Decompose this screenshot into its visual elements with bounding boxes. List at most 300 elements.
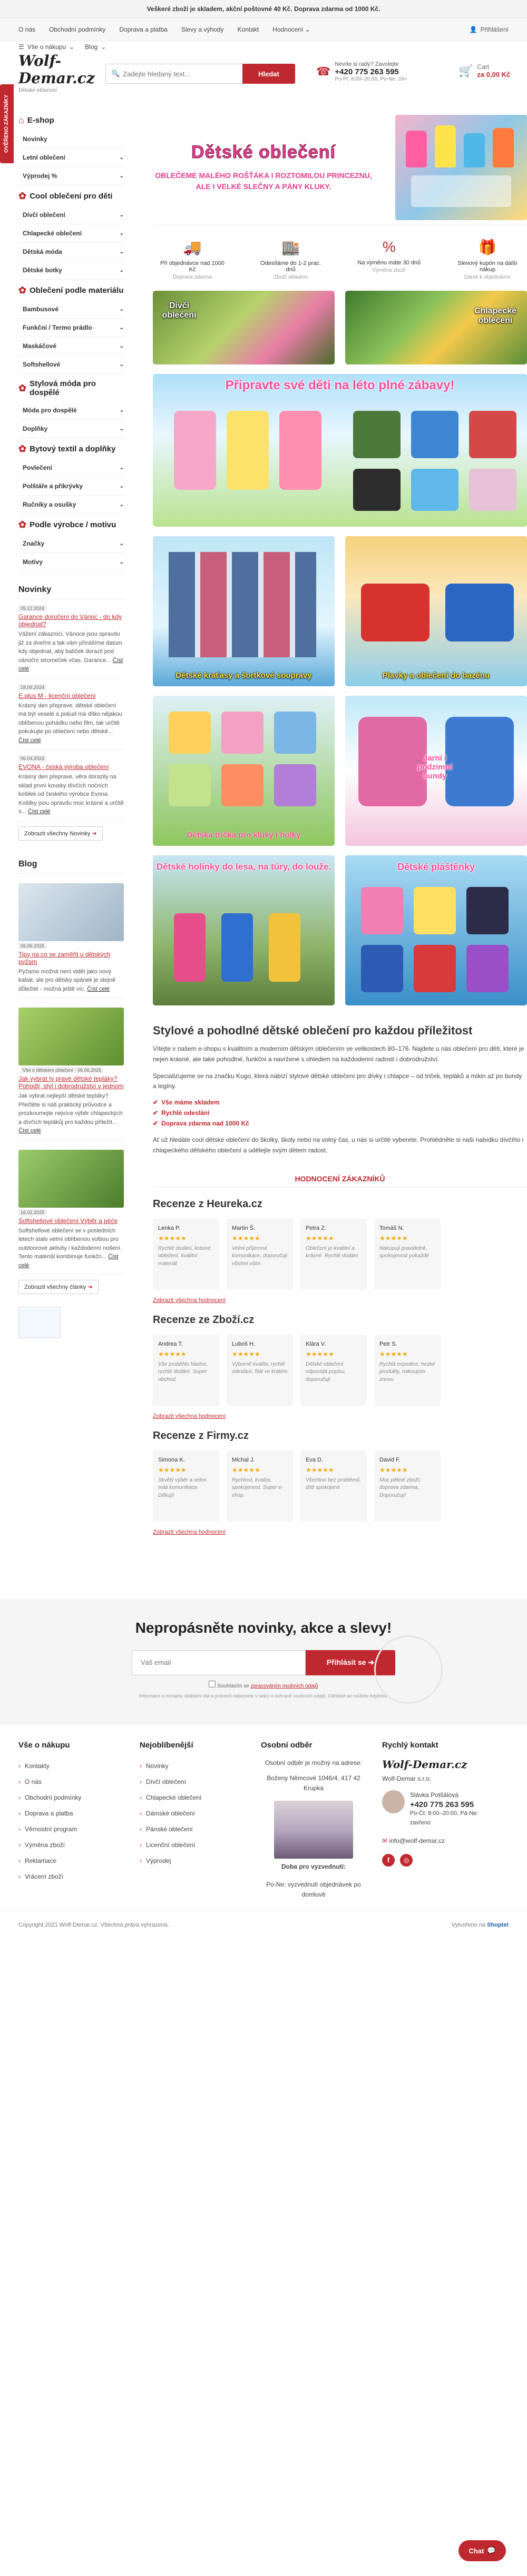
sidebar-item[interactable]: [18, 261, 124, 280]
cart-button[interactable]: [458, 63, 510, 78]
news-date: 18.06.2024: [18, 684, 46, 690]
footer-email[interactable]: [382, 1836, 498, 1846]
sidebar-item-label: Softshellové: [23, 361, 61, 368]
hero-banner[interactable]: [153, 110, 527, 225]
news-excerpt: [18, 1092, 124, 1136]
footer-link[interactable]: › Kontakty: [18, 1758, 124, 1774]
rating-stars: ★★★★★: [379, 1350, 408, 1358]
reviews-heading: HODNOCENÍ ZÁKAZNÍKŮ: [153, 1175, 527, 1188]
news-date: 06.04.2023: [18, 755, 46, 762]
sidebar-item-label: Móda pro dospělé: [23, 407, 77, 414]
benefit-item: [355, 239, 423, 280]
cart-label: Cart: [477, 63, 490, 71]
news-date: 06.06.2025: [18, 943, 46, 949]
reviewer-name: Klára V.: [306, 1340, 326, 1347]
sidebar-section-maker[interactable]: [18, 514, 124, 535]
read-more-link[interactable]: Číst celé: [87, 985, 110, 992]
shop-icon: 🏬: [281, 239, 300, 255]
nav-link-about[interactable]: O nás: [18, 25, 36, 33]
rating-stars: ★★★★★: [306, 1350, 334, 1358]
tile-summer[interactable]: [153, 374, 527, 527]
check-icon: ✔: [153, 1109, 159, 1117]
chevron-down-icon: ⌄: [119, 324, 124, 331]
news-title-link[interactable]: Jak vybrat ty pravé dětské tepláky? Pohodlí, styl i dobrodružství v jednom: [18, 1075, 124, 1090]
read-more-link[interactable]: Číst celé: [27, 808, 51, 815]
logo[interactable]: [18, 52, 97, 93]
news-heading: Novinky: [18, 578, 124, 599]
rating-stars: ★★★★★: [158, 1234, 187, 1242]
review-card: [153, 1450, 219, 1522]
rating-stars: ★★★★★: [158, 1466, 187, 1474]
made-by-label: Vytvořeno na: [451, 1922, 485, 1929]
tile-summer-label: Připravte své děti na léto plné zábavy!: [225, 378, 455, 392]
tile-boots[interactable]: [153, 855, 335, 1005]
newsletter-email-input[interactable]: [132, 1650, 306, 1675]
nav-link-terms[interactable]: Obchodní podmínky: [49, 25, 106, 33]
sidebar-section-eshop[interactable]: [18, 110, 124, 130]
check-icon: ✔: [153, 1120, 159, 1128]
main-content: [124, 104, 527, 1535]
tile-shorts-label: Dětské kraťasy a šortkové soupravy: [175, 671, 312, 680]
chevron-down-icon: ⌄: [119, 306, 124, 312]
tile-boys[interactable]: [345, 291, 527, 364]
read-more-link[interactable]: Číst celé: [18, 657, 123, 672]
chevron-down-icon: ⌄: [119, 212, 124, 218]
sidebar-item-label: Dětská móda: [23, 248, 62, 255]
footer-link[interactable]: › Vrácení zboží: [18, 1869, 124, 1884]
menu-label: Vše o nákupu: [27, 43, 66, 51]
blog-heading: Blog: [18, 852, 124, 874]
footer-link[interactable]: › Věrnostní program: [18, 1821, 124, 1837]
sidebar-item[interactable]: [18, 337, 124, 356]
all-reviews-link[interactable]: Zobrazit všechna hodnocení: [153, 1413, 226, 1419]
chevron-down-icon: ⌄: [119, 465, 124, 471]
checklist-item: [153, 1108, 527, 1118]
checklist-text: Doprava zdarma nad 1000 Kč: [161, 1120, 249, 1128]
footer-link[interactable]: › Chlapecké oblečení: [140, 1790, 245, 1805]
tile-jackets-label: Jarní i podzimní bundy: [417, 754, 452, 781]
sidebar-section-cool-label: Cool oblečení pro děti: [30, 192, 113, 201]
review-source-title: Recenze z Firmy.cz: [153, 1429, 249, 1442]
news-excerpt-text: Krásný den přeprave, dětské oblečení má být veselé a pokud má dítko nějakou oblíbenou pohádku nebo film, tak určitě pokukujte po oblečení nebo dětské...: [18, 702, 122, 735]
benefit-subtitle: Doprava zdarma: [173, 274, 212, 280]
sidebar-item[interactable]: [18, 401, 124, 420]
review-row: [153, 1450, 527, 1522]
home-icon: ⌂: [18, 115, 24, 125]
sidebar-item[interactable]: [18, 477, 124, 496]
made-by: [452, 1922, 509, 1928]
truck-icon: 🚚: [183, 239, 202, 255]
tile-raincoats-label: Dětské pláštěnky: [397, 862, 475, 872]
footer-link[interactable]: › Výměna zboží: [18, 1837, 124, 1853]
reviewer-name: David F.: [379, 1456, 401, 1463]
sidebar-item[interactable]: [18, 149, 124, 167]
sidebar: [18, 104, 124, 1535]
review-card: [300, 1335, 367, 1406]
footer: [0, 1725, 527, 1900]
chevron-down-icon: ⌄: [69, 43, 75, 51]
review-card: [227, 1335, 293, 1406]
footer-col-pickup: [261, 1741, 366, 1900]
contact-person-block: [382, 1790, 498, 1828]
pickup-text: Osobní odběr je možný na adrese:: [265, 1759, 363, 1766]
footer-col-shopping: [18, 1741, 124, 1900]
flower-icon: ✿: [18, 443, 27, 454]
review-text: Všechno bez problémů, dítě spokojené: [306, 1477, 362, 1491]
sidebar-section-home[interactable]: [18, 438, 124, 459]
news-item: [18, 599, 124, 678]
review-row: [153, 1219, 527, 1290]
hero-subtitle: OBLEČEME MALÉHO ROŠŤÁKA I ROZTOMILOU PRINCEZNU, ALE I VELKÉ SLEČNY A PÁNY KLUKY.: [155, 171, 372, 191]
article-paragraph-2: Specializujeme se na značku Kugo, která nabízí stylové dětské oblečení pro dívky i chlapce – od triček, tepláků a mikin až po bundy a legíny.: [153, 1072, 522, 1090]
social-links: [382, 1854, 498, 1867]
footer-link[interactable]: › Licenční oblečení: [140, 1837, 245, 1853]
benefit-checklist: [153, 1097, 527, 1129]
sidebar-item[interactable]: [18, 496, 124, 514]
chat-button[interactable]: [458, 2540, 506, 2561]
news-item: [18, 749, 124, 821]
sidebar-section-material[interactable]: [18, 280, 124, 300]
review-text: Moc pěkné zboží, doprava zdarma, Doporučuji!: [379, 1477, 421, 1498]
consent-text: Souhlasím se: [217, 1683, 249, 1689]
benefit-title: Slevový kupón na další nákup: [457, 260, 518, 273]
verified-badge[interactable]: OVĚŘENO ZÁKAZNÍKY: [0, 84, 14, 163]
search-input[interactable]: [123, 70, 242, 78]
sidebar-item-label: Chlapecké oblečení: [23, 230, 82, 237]
flower-icon: ✿: [18, 382, 27, 393]
reviewer-name: Eva D.: [306, 1456, 324, 1463]
benefit-item: [257, 239, 325, 280]
nav-link-contact[interactable]: Kontakt: [237, 25, 259, 33]
article-paragraph-3: Ať už hledáte cool dětské oblečení do školky, školy nebo na volný čas, u nás si určitě vyberete. Prohlédněte si naši nabídku dívčího i chlapeckého dětského oblečení a udělejte svým dětem radost.: [153, 1136, 524, 1154]
rating-stars: ★★★★★: [232, 1234, 260, 1242]
intro-article: [153, 1024, 527, 1156]
arrow-right-icon: ➜: [92, 830, 97, 837]
news-item: [18, 998, 124, 1140]
percent-icon: %: [382, 239, 396, 255]
news-excerpt: [18, 773, 124, 816]
footer-link[interactable]: › O nás: [18, 1774, 124, 1790]
sidebar-item-label: Novinky: [23, 135, 47, 143]
news-item: [18, 678, 124, 750]
arrow-right-icon: ➜: [87, 1284, 93, 1290]
chevron-down-icon: ⌄: [119, 540, 124, 547]
sidebar-item[interactable]: [18, 420, 124, 438]
sidebar-item-label: Doplňky: [23, 425, 48, 432]
sidebar-section-adult[interactable]: [18, 374, 124, 401]
consent-checkbox[interactable]: [209, 1681, 216, 1687]
tile-tshirts-label: Dětská trička pro kluky i holky: [187, 831, 301, 840]
cart-icon: 🛒: [458, 64, 473, 77]
newsletter: [0, 1598, 527, 1725]
reviewer-name: Lenka P.: [158, 1225, 181, 1231]
footer-link[interactable]: › Pánské oblečení: [140, 1821, 245, 1837]
news-date: 06.06.2025: [75, 1067, 103, 1073]
checklist-item: [153, 1097, 527, 1108]
news-excerpt: [18, 1227, 124, 1270]
hero-text: [153, 142, 374, 192]
sidebar-item-label: Dívčí oblečení: [23, 211, 65, 219]
news-excerpt-text: Jak vybrat nejlepší dětské tepláky? Přečtěte si náš praktický průvodce a prozkoumejte nejvíce výběr chlapeckých a dívčích teplákůj pro každou příležit...: [18, 1093, 123, 1126]
sidebar-item-label: Bambusové: [23, 305, 59, 313]
review-card: [227, 1219, 293, 1290]
header: [0, 41, 527, 104]
opening-hours: Po-Pt: 8:00–20:00, Po-Ne: 24×: [335, 76, 407, 82]
rating-stars: ★★★★★: [306, 1466, 334, 1474]
footer-logo[interactable]: Wolf-Demar.cz: [382, 1758, 467, 1771]
sidebar-item-label: Výprodej %: [23, 172, 57, 180]
cart-total: za 0,00 Kč: [477, 71, 511, 78]
review-source-title: Recenze ze Zboží.cz: [153, 1314, 255, 1326]
sidebar-item[interactable]: [18, 535, 124, 553]
platform-logo[interactable]: Shoptet: [487, 1922, 509, 1929]
facebook-icon[interactable]: f: [382, 1854, 395, 1867]
sidebar-item-label: Ručníky a osušky: [23, 501, 76, 508]
benefit-item: [158, 239, 227, 280]
review-text: Rychlá expedice, hezké produkty, nakoupím znovu: [379, 1361, 435, 1383]
blog-thumbnail[interactable]: [18, 1008, 124, 1065]
top-announcement: [0, 0, 527, 18]
footer-col-popular: [140, 1741, 245, 1900]
sidebar-item-label: Maskáčové: [23, 342, 57, 350]
pickup-address: Boženy Němcové 1046/4, 417 42 Krupka: [267, 1774, 360, 1792]
rating-stars: ★★★★★: [158, 1350, 187, 1358]
chat-label: Chat: [469, 2547, 484, 2555]
tile-boys-label: Chlapecké oblečení: [474, 307, 517, 325]
chevron-down-icon: ⌄: [119, 173, 124, 179]
reviewer-name: Michal J.: [232, 1456, 255, 1463]
sidebar-item[interactable]: [18, 356, 124, 374]
pickup-hours: Po-Ne: vyzvednutí objednávek po domluvě: [266, 1880, 361, 1898]
benefit-title: Na výměnu máte 30 dnů: [357, 260, 421, 266]
news-excerpt: [18, 630, 124, 674]
news-excerpt-text: Vážení zákazníci, Vánoce jsou opravdu již za dveřmi a tak vám přinášíme datum kdy objednat, aby balíček dorazil pod vánoční stromeček včas. Garance...: [18, 631, 122, 664]
category-badge: Vše o dětském oblečení: [21, 1067, 75, 1073]
reviewer-name: Martin Š.: [232, 1225, 256, 1231]
news-title-link[interactable]: EVONA - česká výroba oblečení: [18, 763, 109, 771]
tile-tshirts[interactable]: [153, 696, 335, 846]
all-blog-button[interactable]: [18, 1280, 99, 1294]
search-bar: [105, 64, 295, 84]
avatar: [382, 1790, 405, 1813]
footer-link[interactable]: › Doprava a platba: [18, 1805, 124, 1821]
verified-shop-badge[interactable]: [18, 1307, 61, 1338]
review-card: [300, 1450, 367, 1522]
news-title-link[interactable]: Tipy na co se zaměřit u dětských pyžam: [18, 950, 111, 965]
sidebar-section-eshop-label: E-shop: [27, 116, 54, 125]
footer-bottom: [0, 1910, 527, 1940]
review-card: [300, 1219, 367, 1290]
chevron-down-icon: ⌄: [119, 361, 124, 368]
hero-title: Dětské oblečení: [191, 142, 336, 162]
footer-link[interactable]: › Dívčí oblečení: [140, 1774, 245, 1790]
sidebar-item-label: Motivy: [23, 558, 43, 566]
nav-link-shipping[interactable]: Doprava a platba: [119, 25, 168, 33]
read-more-link[interactable]: Číst celé: [18, 737, 41, 744]
announcement-text: Veškeré zboží je skladem, akční poštovné 40 Kč. Doprava zdarma od 1000 Kč.: [147, 5, 380, 13]
blog-link[interactable]: Blog: [85, 43, 98, 51]
footer-col-popular-title: Nejoblíbenější: [140, 1740, 193, 1750]
benefit-item: [453, 239, 522, 280]
footer-col-shopping-title: Vše o nákupu: [18, 1740, 70, 1750]
chevron-down-icon: ⌄: [119, 154, 124, 161]
chat-icon: 💬: [487, 2547, 496, 2554]
blog-thumbnail[interactable]: [18, 1150, 124, 1208]
newsletter-consent[interactable]: [0, 1681, 527, 1689]
news-title-link[interactable]: Garance doručení do Vánoc - do kdy objednat?: [18, 613, 122, 628]
sidebar-section-maker-label: Podle výrobce / motivu: [30, 520, 116, 529]
sidebar-section-cool[interactable]: [18, 185, 124, 206]
review-text: Výborně kvalita, rychlé odeslání, fitál ve krátém: [232, 1361, 288, 1375]
chevron-down-icon: ⌄: [305, 25, 310, 33]
news-excerpt: [18, 702, 124, 745]
nav-link-ratings[interactable]: [272, 26, 310, 33]
review-text: Vše proběhlo hladce, rychlé dodání. Super obchod.: [158, 1361, 208, 1383]
benefit-subtitle: Zboží skladem: [274, 274, 308, 280]
sidebar-item[interactable]: [18, 459, 124, 477]
article-title: Stylové a pohodlné dětské oblečení pro každou příležitost: [153, 1024, 473, 1037]
reviewer-name: Petr S.: [379, 1340, 397, 1347]
reviewer-name: Luboš H.: [232, 1340, 256, 1347]
gift-icon: 🎁: [478, 239, 497, 255]
news-excerpt-text: Pyžamo možná není vidět jako nový kabát, ale pro dětský spánek je stejně důležité - možná ještě víc.: [18, 968, 116, 992]
rating-stars: ★★★★★: [379, 1234, 408, 1242]
review-source-title: Recenze z Heureka.cz: [153, 1198, 262, 1210]
hero-image: [395, 115, 527, 220]
tile-swim[interactable]: [345, 536, 527, 686]
category-tiles: [153, 291, 527, 1005]
nav-link-discounts[interactable]: Slevy a výhody: [181, 25, 224, 33]
sidebar-item[interactable]: [18, 130, 124, 149]
review-card: [374, 1335, 441, 1406]
sidebar-item[interactable]: [18, 319, 124, 337]
chevron-down-icon: ⌄: [119, 407, 124, 413]
blog-thumbnail[interactable]: [18, 883, 124, 941]
chevron-down-icon: ⌄: [119, 483, 124, 489]
checklist-item: [153, 1118, 527, 1129]
review-text: Rychlost, kvalita, spokojenost. Super e-shop.: [232, 1477, 284, 1498]
search-icon: 🔍: [111, 70, 120, 77]
login-label: Přihlášení: [480, 25, 509, 33]
sidebar-item-label: Značky: [23, 540, 45, 547]
sidebar-section-adult-label: Stylová móda pro dospělé: [30, 379, 96, 397]
tile-girls[interactable]: [153, 291, 335, 364]
newsletter-title: Nepropásněte novinky, akce a slevy!: [135, 1619, 392, 1636]
footer-link[interactable]: › Dámské oblečení: [140, 1805, 245, 1821]
check-icon: ✔: [153, 1099, 159, 1107]
footer-link[interactable]: › Novinky: [140, 1758, 245, 1774]
rating-stars: ★★★★★: [306, 1234, 334, 1242]
tile-raincoats[interactable]: [345, 855, 527, 1005]
rating-stars: ★★★★★: [232, 1350, 260, 1358]
reviewer-name: Andrea T.: [158, 1340, 183, 1347]
news-item: [18, 1140, 124, 1275]
chevron-down-icon: ⌄: [119, 501, 124, 508]
footer-col-pickup-title: Osobní odběr: [261, 1740, 313, 1750]
review-text: Rychlé dodání, krásné oblečení, kvalitní materiál: [158, 1245, 211, 1267]
sidebar-item-label: Polštáře a přikrývky: [23, 482, 83, 490]
tile-shorts[interactable]: [153, 536, 335, 686]
news-excerpt: [18, 968, 124, 994]
header-contact: [316, 61, 407, 82]
footer-col-contact-title: Rychlý kontakt: [382, 1740, 438, 1750]
phone-number[interactable]: +420 775 263 595: [335, 67, 399, 76]
review-text: Oblečení je kvalitní a krásné. Rychlé dodání: [306, 1245, 358, 1259]
newsletter-submit-label: Přihlásit se: [326, 1658, 366, 1667]
consent-link[interactable]: zpracováním osobních údajů: [250, 1683, 318, 1689]
flower-icon: ✿: [18, 285, 27, 295]
flower-icon: ✿: [18, 191, 27, 201]
tile-swim-label: Plavky a oblečení do bazénu: [382, 671, 490, 680]
copyright: Copyright 2021 Wolf-Demar.cz. Všechna práva vyhrazena.: [18, 1922, 169, 1929]
read-more-link[interactable]: Číst celé: [18, 1254, 119, 1269]
chevron-down-icon: ⌄: [119, 559, 124, 565]
sidebar-item[interactable]: [18, 206, 124, 224]
chevron-down-icon: ⌄: [119, 267, 124, 273]
chevron-down-icon: ⌄: [101, 43, 106, 51]
menu-toggle[interactable]: [18, 43, 106, 51]
all-reviews-link[interactable]: Zobrazit všechna hodnocení: [153, 1528, 226, 1535]
review-card: [227, 1450, 293, 1522]
mail-icon: ✉: [382, 1837, 388, 1845]
login-link[interactable]: [470, 26, 509, 33]
news-excerpt-text: Softshellové oblečení se v posledních letech stalo velmi oblíbenou volbou pro outdoorové aktivity i každodenní nošení. Tento materiál kombinuje funkčn...: [18, 1227, 122, 1260]
user-icon: 👤: [469, 25, 477, 33]
all-news-button[interactable]: [18, 826, 103, 841]
news-item: [18, 874, 124, 999]
chevron-down-icon: ⌄: [119, 343, 124, 349]
instagram-icon[interactable]: ◎: [400, 1854, 413, 1867]
phone-icon: ☎: [316, 65, 331, 78]
chevron-down-icon: ⌄: [119, 249, 124, 255]
rating-stars: ★★★★★: [232, 1466, 260, 1474]
sidebar-item[interactable]: [18, 167, 124, 185]
newsletter-info: Informace o rozsahu ukládání dat a právech naleznete v sekci o ochraně osobních údajů. Odhlásit se můžete kdykoliv.: [139, 1693, 388, 1699]
footer-link[interactable]: › Reklamace: [18, 1853, 124, 1869]
sidebar-item-label: Povlečení: [23, 464, 53, 471]
news-date: 05.12.2024: [18, 605, 46, 611]
sidebar-section-home-label: Bytový textil a doplňky: [30, 445, 116, 453]
footer-link[interactable]: › Výprodej: [140, 1853, 245, 1869]
sidebar-item[interactable]: [18, 300, 124, 319]
wolf-watermark-icon: [374, 1635, 443, 1704]
news-title-link[interactable]: Softshellové oblečení Výběr a péče: [18, 1217, 118, 1225]
review-text: Dětské oblečení odpovídá popisu, doporučuji: [306, 1361, 346, 1383]
benefits-row: [153, 225, 527, 291]
news-title-link[interactable]: E.plus M - licenční oblečení: [18, 692, 96, 699]
tile-girls-label: Dívčí oblečení: [162, 301, 197, 320]
shop-photo: [274, 1801, 353, 1859]
contact-person: Slávka Potšálová: [409, 1791, 458, 1799]
footer-link[interactable]: › Obchodní podmínky: [18, 1790, 124, 1805]
sidebar-section-material-label: Oblečení podle materiálu: [30, 286, 124, 295]
tile-jackets[interactable]: [345, 696, 527, 846]
nav-link-ratings-label: Hodnocení: [272, 25, 304, 33]
news-excerpt-text: Krásný den přeprave, věra dorazily na sklad první kousky dívčích nočních košilek od českého výrobce Evona. Košilky jsou opravdu moc krásné a určitě s...: [18, 774, 124, 815]
read-more-link[interactable]: Číst celé: [18, 1128, 41, 1134]
search-button[interactable]: Hledat: [242, 64, 295, 84]
newsletter-submit-button[interactable]: Přihlásit se ➜: [306, 1650, 395, 1675]
sidebar-item[interactable]: [18, 224, 124, 243]
all-reviews-link[interactable]: Zobrazit všechna hodnocení: [153, 1297, 226, 1304]
footer-phone[interactable]: +420 775 263 595: [409, 1800, 474, 1810]
review-text: Skvělý výběr a velmi milá komunikace. Děkuji!: [158, 1477, 207, 1498]
chevron-down-icon: ⌄: [119, 426, 124, 432]
sidebar-item[interactable]: [18, 243, 124, 261]
contact-prompt: Nevíte si rady? Zavolejte: [335, 61, 399, 67]
sidebar-item[interactable]: [18, 553, 124, 571]
pickup-hours-label: Doba pro vyzvednutí:: [281, 1863, 346, 1871]
